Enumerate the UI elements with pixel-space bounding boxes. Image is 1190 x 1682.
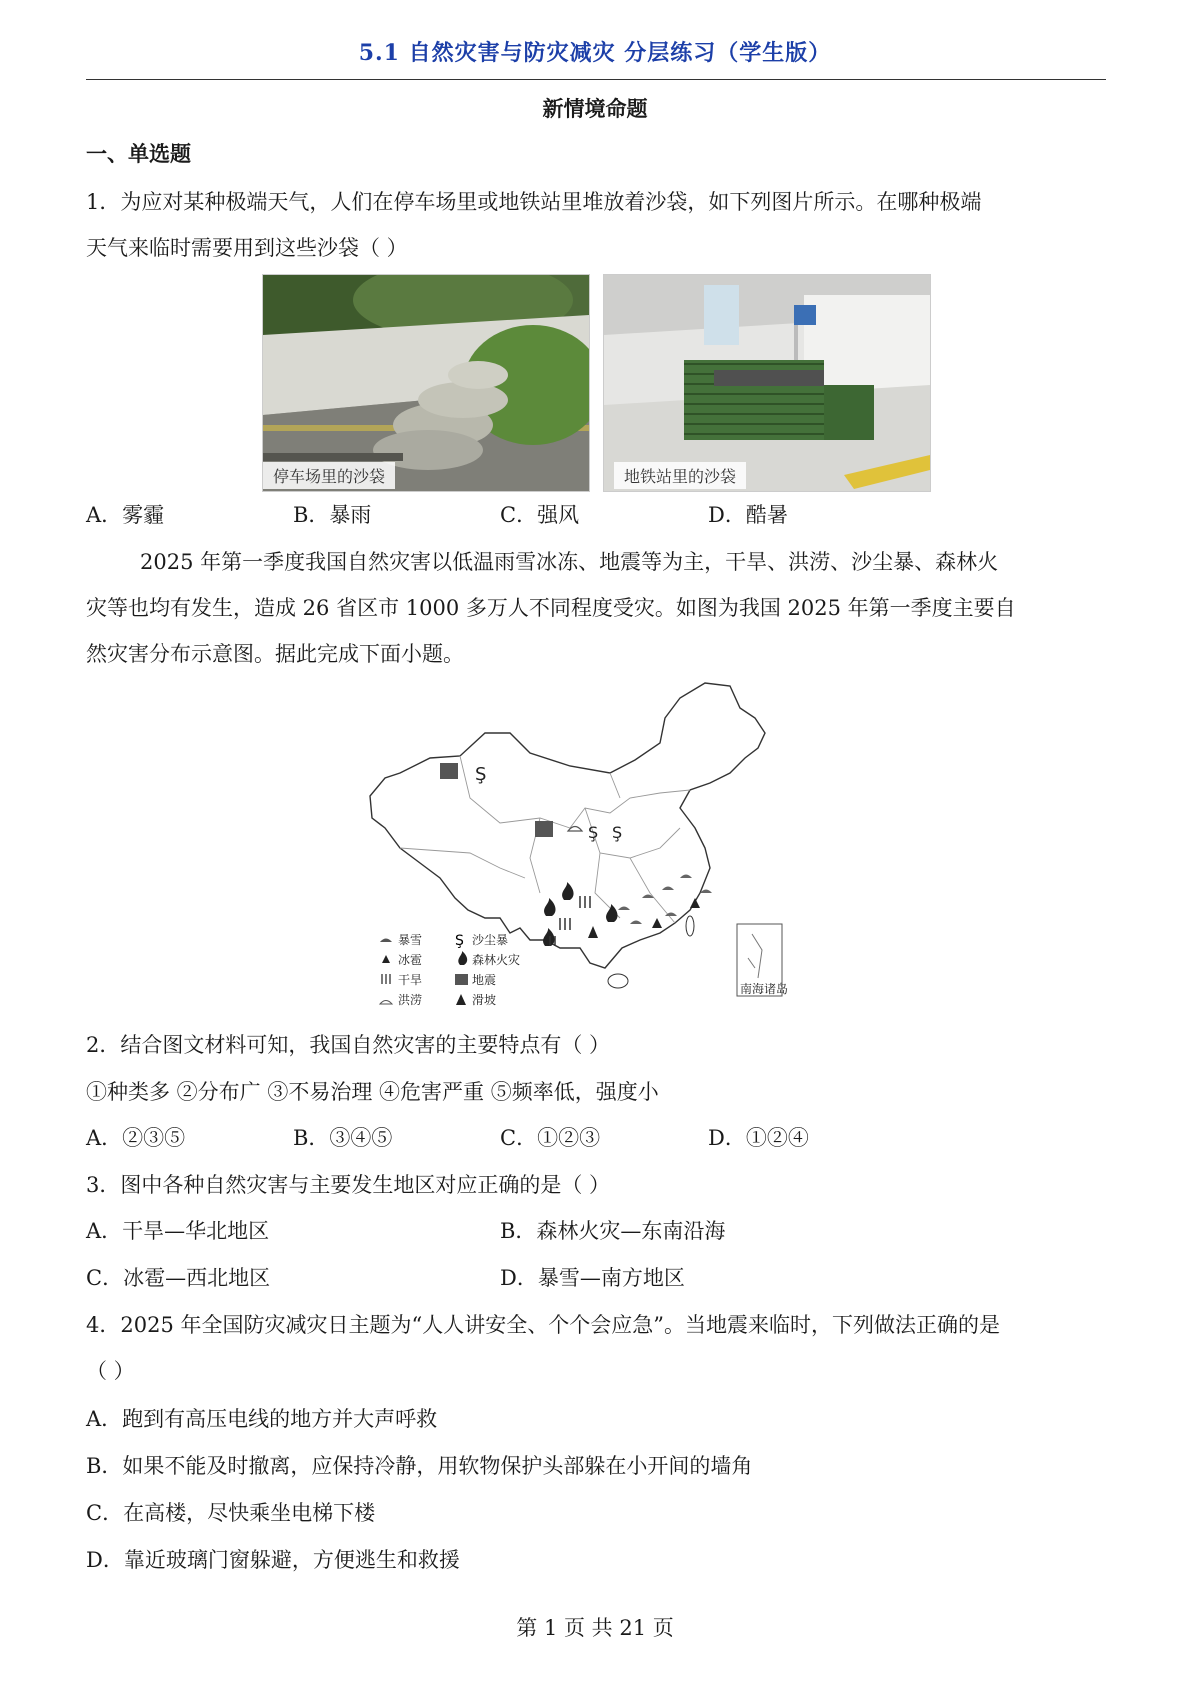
sandstorm-marker: Ş	[588, 823, 599, 842]
material-line3: 然灾害分布示意图。据此完成下面小题。	[86, 642, 464, 666]
map-inset-label: 南海诸岛	[740, 982, 789, 996]
section-title: 新情境命题	[542, 96, 648, 121]
earthquake-marker	[440, 763, 458, 779]
q4-option-d[interactable]: D．靠近玻璃门窗躲避，方便逃生和救援	[86, 1548, 460, 1572]
landslide-legend-icon	[456, 994, 466, 1005]
material-line2: 灾等也均有发生，造成 26 省区市 1000 多万人不同程度受灾。如图为我国 2025 年第一季度主要自	[86, 596, 1016, 620]
photo2-caption: 地铁站里的沙袋	[614, 462, 746, 489]
q2-option-a[interactable]: A．②③⑤	[86, 1126, 186, 1150]
q1-option-b[interactable]: B．暴雨	[293, 503, 372, 527]
subway-station-sandbags-photo	[603, 274, 931, 492]
q2-stem: 2．结合图文材料可知，我国自然灾害的主要特点有（ ）	[86, 1033, 611, 1057]
china-disaster-map	[360, 678, 820, 1013]
legend-earthquake: 地震	[472, 973, 497, 987]
q2-option-d[interactable]: D．①②④	[708, 1126, 809, 1150]
q2-option-b[interactable]: B．③④⑤	[293, 1126, 393, 1150]
flood-legend-icon	[380, 1001, 392, 1005]
page-title: 5.1 自然灾害与防灾减灾 分层练习（学生版）	[358, 40, 832, 66]
q1-option-a[interactable]: A．雾霾	[86, 503, 165, 527]
photo1-caption: 停车场里的沙袋	[263, 462, 395, 489]
q3-option-a[interactable]: A．干旱—华北地区	[86, 1219, 270, 1243]
parking-lot-sandbags-photo	[262, 274, 590, 492]
q3-stem: 3．图中各种自然灾害与主要发生地区对应正确的是（ ）	[86, 1173, 611, 1197]
q4-option-c[interactable]: C．在高楼，尽快乘坐电梯下楼	[86, 1501, 376, 1525]
legend-drought: 干旱	[398, 973, 423, 987]
forest-fire-legend-icon	[458, 951, 467, 965]
sandstorm-marker: Ş	[612, 823, 623, 842]
legend-landslide: 滑坡	[472, 993, 497, 1007]
subway-illustration	[604, 275, 930, 491]
q4-stem-line2: （ ）	[86, 1359, 135, 1383]
q1-option-c[interactable]: C．强风	[500, 503, 580, 527]
map-graphic	[360, 678, 820, 1013]
q2-option-c[interactable]: C．①②③	[500, 1126, 601, 1150]
legend-flood: 洪涝	[398, 993, 423, 1007]
q1-stem-line2: 天气来临时需要用到这些沙袋（ ）	[86, 236, 408, 260]
earthquake-legend-icon	[455, 974, 468, 985]
q4-option-b[interactable]: B．如果不能及时撤离，应保持冷静，用软物保护头部躲在小开间的墙角	[86, 1454, 753, 1478]
q1-option-d[interactable]: D．酷暑	[708, 503, 788, 527]
q3-option-c[interactable]: C．冰雹—西北地区	[86, 1266, 271, 1290]
map-legend	[380, 932, 520, 1007]
legend-hail: 冰雹	[398, 953, 423, 967]
material-line1: 2025 年第一季度我国自然灾害以低温雨雪冰冻、地震等为主，干旱、洪涝、沙尘暴、森林火	[140, 550, 999, 574]
legend-forest-fire: 森林火灾	[472, 953, 521, 967]
q4-stem-line1: 4．2025 年全国防灾减灾日主题为“人人讲安全、个个会应急”。当地震来临时，下列做法正确的是	[86, 1313, 1000, 1337]
sandstorm-legend-icon: Ş	[455, 933, 464, 949]
question-type-heading: 一、单选题	[86, 141, 191, 166]
sandstorm-marker: Ş	[475, 764, 487, 785]
legend-blizzard: 暴雪	[398, 933, 423, 947]
earthquake-marker	[535, 821, 553, 837]
q4-option-a[interactable]: A．跑到有高压电线的地方并大声呼救	[86, 1407, 438, 1431]
hail-legend-icon	[382, 955, 390, 963]
parking-lot-illustration	[263, 275, 589, 491]
drought-legend-icon	[382, 974, 390, 984]
blizzard-legend-icon	[380, 939, 392, 943]
header-divider	[86, 79, 1106, 80]
q3-option-d[interactable]: D．暴雪—南方地区	[500, 1266, 685, 1290]
page-number: 第 1 页 共 21 页	[516, 1616, 674, 1640]
q3-option-b[interactable]: B．森林火灾—东南沿海	[500, 1219, 726, 1243]
q1-stem-line1: 1．为应对某种极端天气，人们在停车场里或地铁站里堆放着沙袋，如下列图片所示。在哪种极端	[86, 190, 982, 214]
q2-items: ①种类多 ②分布广 ③不易治理 ④危害严重 ⑤频率低，强度小	[86, 1080, 659, 1104]
legend-sandstorm: 沙尘暴	[472, 933, 509, 947]
